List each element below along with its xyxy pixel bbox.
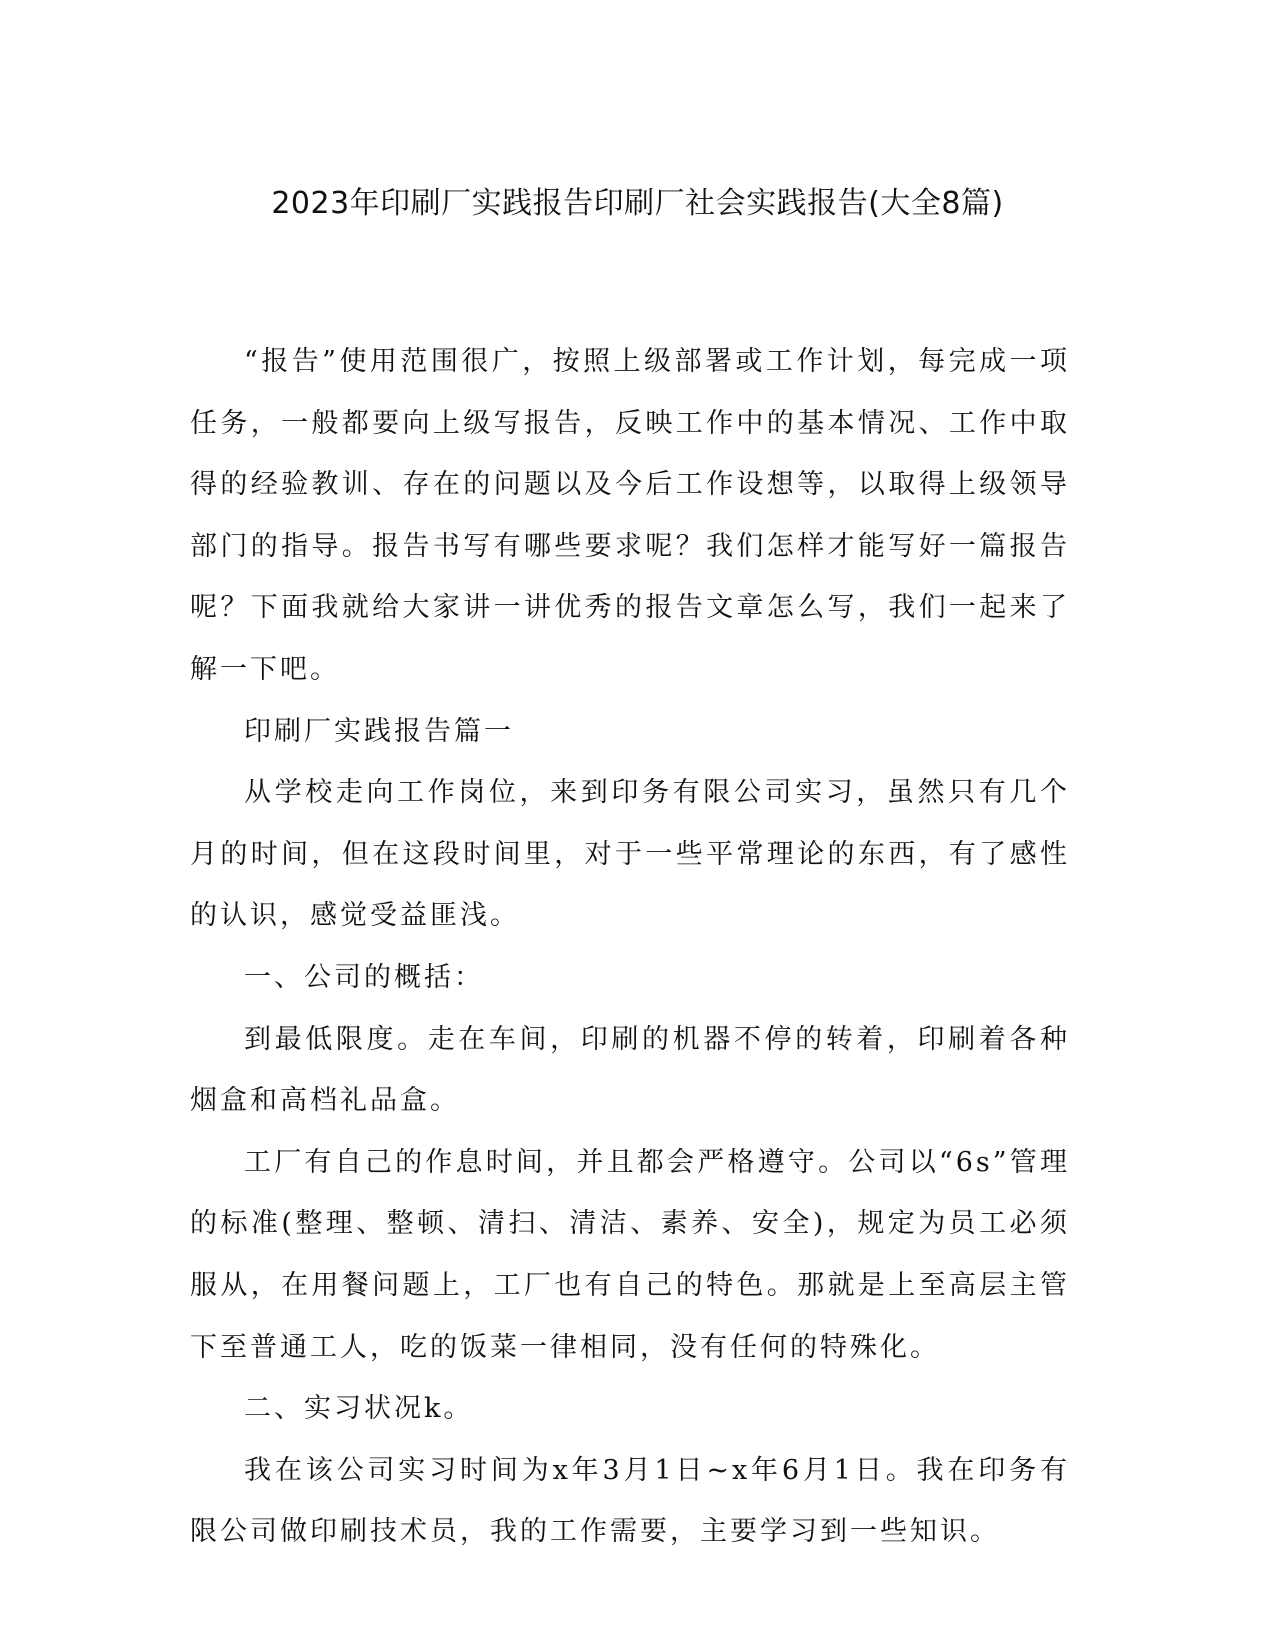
section-heading-internship-status: 二、实习状况k。 (244, 1393, 474, 1425)
paragraph-internship-intro: 从学校走向工作岗位，来到印务有限公司实习，虽然只有几个月的时间，但在这段时间里，对于一些平常理论的东西，有了感性的认识，感觉受益匪浅。 (190, 777, 1070, 932)
paragraph-intro: “报告”使用范围很广，按照上级部署或工作计划，每完成一项任务，一般都要向上级写报告，反映工作中的基本情况、工作中取得的经验教训、存在的问题以及今后工作设想等，以取得上级领导部门的指导。报告书写有哪些要求呢？我们怎样才能写好一篇报告呢？下面我就给大家讲一讲优秀的报告文章怎么写，我们一起来了解一下吧。 (190, 346, 1070, 685)
section-heading-part-one: 印刷厂实践报告篇一 (244, 715, 514, 747)
paragraph-internship-period: 我在该公司实习时间为x年3月1日~x年6月1日。我在印务有限公司做印刷技术员，我的工作需要，主要学习到一些知识。 (190, 1454, 1070, 1548)
paragraph-factory-rules: 工厂有自己的作息时间，并且都会严格遵守。公司以“6s”管理的标准(整理、整顿、清扫、清洁、素养、安全)，规定为员工必须服从，在用餐问题上，工厂也有自己的特色。那就是上至高层主管下至普通工人，吃的饭菜一律相同，没有任何的特殊化。 (190, 1146, 1070, 1363)
paragraph-workshop: 到最低限度。走在车间，印刷的机器不停的转着，印刷着各种烟盒和高档礼品盒。 (190, 1023, 1070, 1117)
document-title: 2023年印刷厂实践报告印刷厂社会实践报告(大全8篇) (271, 186, 1004, 221)
document-body (190, 331, 1070, 1563)
section-heading-company-overview: 一、公司的概括： (244, 961, 484, 993)
